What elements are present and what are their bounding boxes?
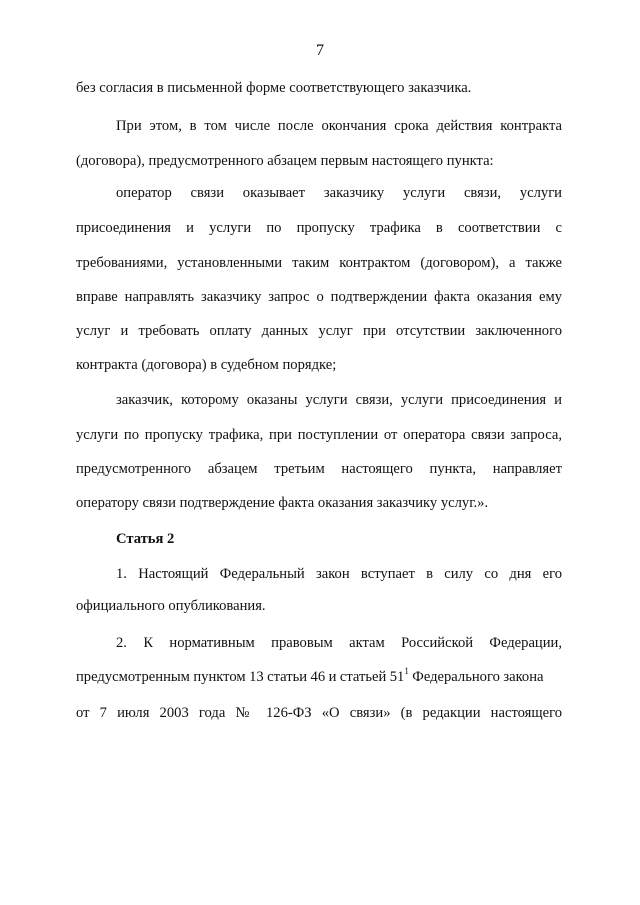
text-line: оператору связи подтверждение факта оказания заказчику услуг.». (76, 495, 489, 511)
text-line: При этом, в том числе после окончания срока действия контракта (116, 118, 562, 134)
text-line: услуг и требовать оплату данных услуг при отсутствии заключенного (76, 323, 562, 339)
text-line: от 7 июля 2003 года № 126-ФЗ «О связи» (в редакции настоящего (76, 705, 562, 721)
text-line: официального опубликования. (76, 598, 266, 614)
text-line: заказчик, которому оказаны услуги связи, услуги присоединения и (116, 392, 562, 408)
text-line: присоединения и услуги по пропуску трафика в соответствии с (76, 220, 562, 236)
text-line: услуги по пропуску трафика, при поступлении от оператора связи запроса, (76, 427, 562, 443)
text-segment: Федерального закона (408, 669, 544, 685)
text-line-with-superscript (76, 668, 562, 686)
text-segment: предусмотренным пунктом 13 статьи 46 и статьей 51 (76, 669, 405, 685)
superscript: 1 (404, 666, 409, 676)
text-line: 1. Настоящий Федеральный закон вступает в силу со дня его (116, 566, 562, 582)
page-number: 7 (316, 42, 324, 59)
text-line: требованиями, установленными таким контрактом (договором), а также (76, 255, 562, 271)
text-line: 2. К нормативным правовым актам Российской Федерации, (116, 635, 562, 651)
text-line: оператор связи оказывает заказчику услуги связи, услуги (116, 185, 562, 201)
article-heading: Статья 2 (116, 531, 175, 547)
text-line: контракта (договора) в судебном порядке; (76, 357, 337, 373)
text-line: предусмотренного абзацем третьим настоящего пункта, направляет (76, 461, 562, 477)
text-line: (договора), предусмотренного абзацем первым настоящего пункта: (76, 153, 494, 169)
text-line: вправе направлять заказчику запрос о подтверждении факта оказания ему (76, 289, 562, 305)
text-line: без согласия в письменной форме соответствующего заказчика. (76, 80, 472, 96)
